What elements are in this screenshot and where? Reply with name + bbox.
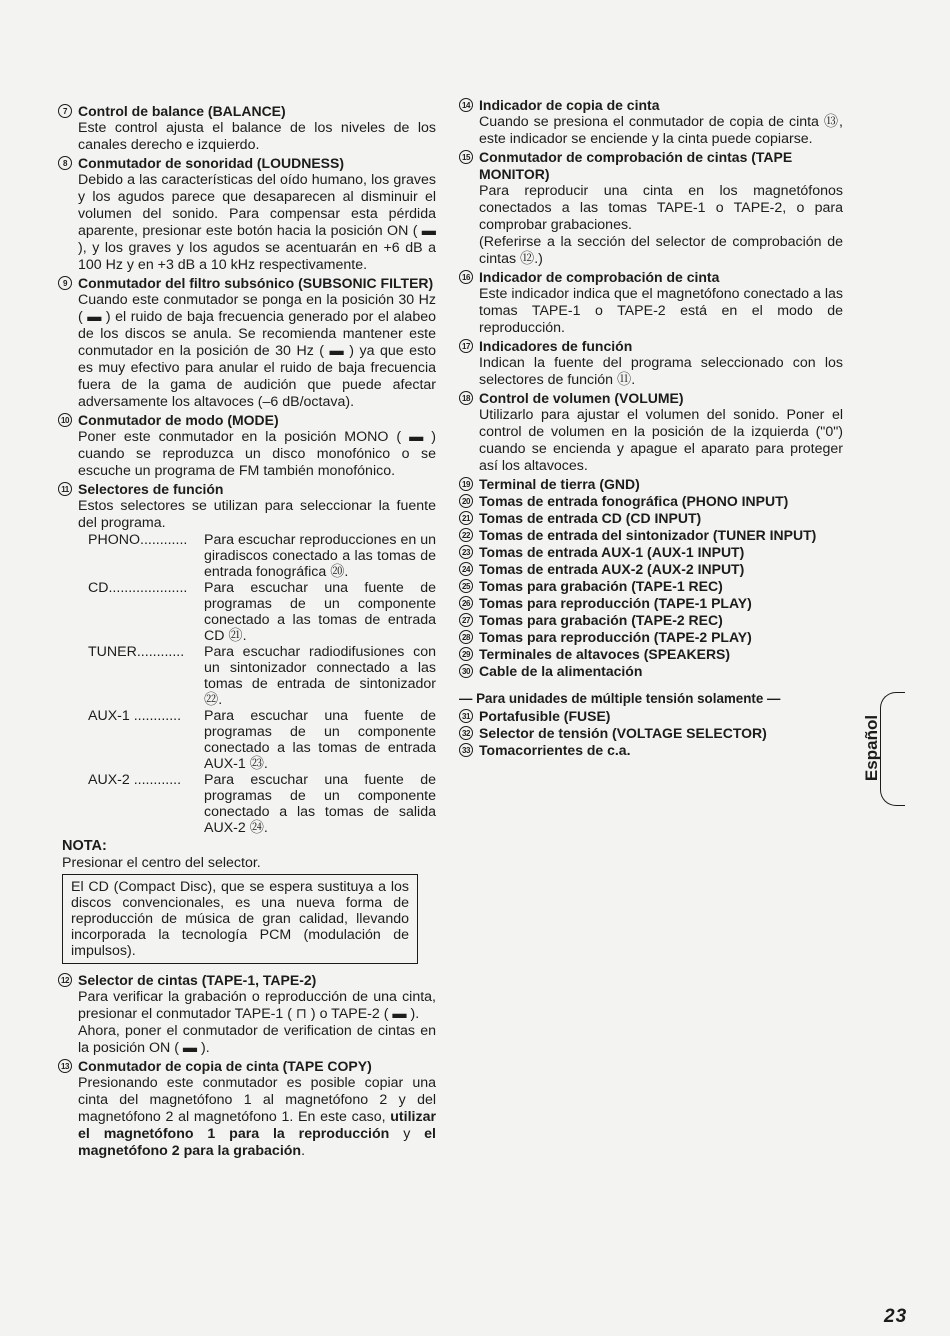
section-text: Utilizarlo para ajustar el volumen del sonido. Poner el control de volumen en la posición de la izquierda ("0") cuando se encienda y apague el aparato para proteger así los altavoces. <box>479 407 843 474</box>
section-text-plain: Presionando este conmutador es posible copiar una cinta del magnetófono 1 al magnetófono 2 y del magnetófono 2 al magnetófono 1. En este caso, <box>78 1075 436 1125</box>
item-heading: Tomas de entrada del sintonizador (TUNER INPUT) <box>479 527 817 543</box>
item-number: 31 <box>459 709 473 723</box>
item-heading: Tomas de entrada AUX-1 (AUX-1 INPUT) <box>479 544 745 560</box>
item-number: 16 <box>459 270 473 284</box>
item-heading: Tomas para grabación (TAPE-1 REC) <box>479 578 723 594</box>
item-number: 19 <box>459 477 473 491</box>
item-number: 24 <box>459 562 473 576</box>
item-heading: Tomacorrientes de c.a. <box>479 742 631 758</box>
item-number: 32 <box>459 726 473 740</box>
function-desc: Para escuchar una fuente de programas de un componente conectado a las tomas de salida AUX-2 ㉔. <box>204 772 436 836</box>
section-text-plain: . <box>301 1143 306 1159</box>
section-text-bold: utilizar el magnetófono 1 para la reproducción <box>78 1109 436 1142</box>
section-heading: Indicadores de función <box>479 338 633 354</box>
item-heading: Tomas de entrada AUX-2 (AUX-2 INPUT) <box>479 561 745 577</box>
section-text <box>78 1075 436 1160</box>
section-heading: Control de balance (BALANCE) <box>78 103 286 119</box>
item-heading: Tomas para grabación (TAPE-2 REC) <box>479 612 723 628</box>
item-number: 27 <box>459 613 473 627</box>
section-heading: Selector de cintas (TAPE-1, TAPE-2) <box>78 972 317 988</box>
section-text: Cuando este conmutador se ponga en la posición 30 Hz ( ▬ ) el ruido de baja frecuencia generado por el alabeo de los discos se anula. Se recomienda mantener este conmutador en la posición de 30 Hz ( ▬ ) ya que esto es muy efectivo para anular el ruido de baja frecuencia fuera de la gama de audición que puede afectar adversamente los altavoces (–6 dB/octava). <box>78 292 436 410</box>
function-row-phono <box>88 532 436 580</box>
section-text: Ahora, poner el conmutador de verification de cintas en la posición ON ( ▬ ). <box>78 1023 436 1056</box>
section-text: (Referirse a la sección del selector de comprobación de cintas ⑫.) <box>479 234 843 267</box>
section-heading: Conmutador de comprobación de cintas (TAPE MONITOR) <box>479 149 793 182</box>
left-column <box>58 103 436 1161</box>
item-number: 9 <box>58 276 72 290</box>
function-row-cd <box>88 580 436 644</box>
item-number: 30 <box>459 664 473 678</box>
item-number: 33 <box>459 743 473 757</box>
item-heading: Tomas de entrada CD (CD INPUT) <box>479 510 702 526</box>
item-heading: Selector de tensión (VOLTAGE SELECTOR) <box>479 725 767 741</box>
cd-info-box: El CD (Compact Disc), que se espera sustituya a los discos convencionales, es una nueva forma de reproducción de música de gran calidad, llevando incorporada la tecnología PCM (modulación de impulsos). <box>62 874 418 964</box>
item-number: 23 <box>459 545 473 559</box>
item-number: 20 <box>459 494 473 508</box>
function-term: CD.................... <box>88 580 188 596</box>
section-10 <box>58 412 436 480</box>
section-heading: Indicador de comprobación de cinta <box>479 269 720 285</box>
section-7 <box>58 103 436 154</box>
item-number: 7 <box>58 104 72 118</box>
section-text: Para reproducir una cinta en los magnetófonos conectados a las tomas TAPE-1 o TAPE-2, o para comprobar grabaciones. <box>479 183 843 233</box>
item-number: 13 <box>58 1059 72 1073</box>
function-desc: Para escuchar una fuente de programas de un componente conectado a las tomas de entrada CD ㉑. <box>204 580 436 644</box>
section-text-bold: el magnetófono 2 para la grabación <box>78 1126 436 1159</box>
item-number: 12 <box>58 973 72 987</box>
section-heading: Conmutador de modo (MODE) <box>78 412 279 428</box>
section-text: Poner este conmutador en la posición MONO ( ▬ ) cuando se reproduzca un disco monofónico o se escuche un programa de FM también monofónico. <box>78 429 436 479</box>
function-term: TUNER............ <box>88 644 185 660</box>
section-heading: Conmutador de copia de cinta (TAPE COPY) <box>78 1058 372 1074</box>
section-12 <box>58 972 436 1057</box>
item-number: 15 <box>459 150 473 164</box>
item-heading: Tomas de entrada fonográfica (PHONO INPUT) <box>479 493 789 509</box>
items-19-30 <box>459 476 843 680</box>
right-column <box>459 97 843 760</box>
item-heading: Tomas para reproducción (TAPE-2 PLAY) <box>479 629 752 645</box>
section-18 <box>459 390 843 475</box>
item-heading: Terminales de altavoces (SPEAKERS) <box>479 646 731 662</box>
function-term: AUX-2 ............ <box>88 772 182 788</box>
item-number: 29 <box>459 647 473 661</box>
section-text: Indican la fuente del programa seleccionado con los selectores de función ⑪. <box>479 355 843 388</box>
section-text: Este indicador indica que el magnetófono conectado a las tomas TAPE-1 o TAPE-2 está en el modo de reproducción. <box>479 286 843 336</box>
section-heading: Selectores de función <box>78 481 224 497</box>
item-number: 14 <box>459 98 473 112</box>
section-text: Para verificar la grabación o reproducción de una cinta, presionar el conmutador TAPE-1 ( ⊓ ) o TAPE-2 ( ▬ ). <box>78 989 436 1022</box>
multi-voltage-note: — Para unidades de múltiple tensión solamente — <box>459 691 781 706</box>
section-heading: Conmutador del filtro subsónico (SUBSONIC FILTER) <box>78 275 434 291</box>
item-number: 26 <box>459 596 473 610</box>
section-heading: Indicador de copia de cinta <box>479 97 660 113</box>
function-row-aux2 <box>88 772 436 836</box>
item-number: 28 <box>459 630 473 644</box>
item-number: 10 <box>58 413 72 427</box>
section-text-plain: y <box>389 1126 425 1142</box>
section-9 <box>58 275 436 411</box>
section-16 <box>459 269 843 337</box>
function-row-tuner <box>88 644 436 708</box>
note-text: Presionar el centro del selector. <box>62 855 261 871</box>
section-13 <box>58 1058 436 1160</box>
section-text: Cuando se presiona el conmutador de copia de cinta ⑬, este indicador se enciende y la cinta puede copiarse. <box>479 114 843 147</box>
item-number: 22 <box>459 528 473 542</box>
item-number: 18 <box>459 391 473 405</box>
language-tab-label: Español <box>862 714 881 782</box>
item-heading: Cable de la alimentación <box>479 663 643 679</box>
section-8 <box>58 155 436 274</box>
function-term: AUX-1 ............ <box>88 708 182 724</box>
section-text: Este control ajusta el balance de los niveles de los canales derecho e izquierdo. <box>78 120 436 153</box>
section-15 <box>459 149 843 268</box>
item-number: 17 <box>459 339 473 353</box>
section-heading: Control de volumen (VOLUME) <box>479 390 684 406</box>
section-heading: Conmutador de sonoridad (LOUDNESS) <box>78 155 344 171</box>
section-text: Debido a las características del oído humano, los graves y los agudos parece que desaparecen al disminuir el volumen del sonido. Para compensar esta pérdida aparente, presionar este botón hacia la posición ON ( ▬ ), y los graves y los agudos se acentuarán en +6 dB a 100 Hz y en +3 dB a 10 kHz respectivamente. <box>78 172 436 273</box>
function-term: PHONO............ <box>88 532 188 548</box>
item-heading: Terminal de tierra (GND) <box>479 476 640 492</box>
section-text: Estos selectores se utilizan para seleccionar la fuente del programa. <box>78 498 436 531</box>
function-desc: Para escuchar reproducciones en un giradiscos conectado a las tomas de entrada fonográfica ⑳. <box>204 532 436 580</box>
section-17 <box>459 338 843 389</box>
section-11 <box>58 481 436 836</box>
function-desc: Para escuchar una fuente de programas de un componente conectado a las tomas de entrada AUX-1 ㉓. <box>204 708 436 772</box>
item-heading: Tomas para reproducción (TAPE-1 PLAY) <box>479 595 752 611</box>
item-number: 21 <box>459 511 473 525</box>
function-row-aux1 <box>88 708 436 772</box>
item-number: 8 <box>58 156 72 170</box>
page-number: 23 <box>884 1306 908 1327</box>
item-number: 25 <box>459 579 473 593</box>
item-number: 11 <box>58 482 72 496</box>
note-heading: NOTA: <box>62 838 107 854</box>
item-heading: Portafusible (FUSE) <box>479 708 611 724</box>
items-31-33 <box>459 708 843 759</box>
section-14 <box>459 97 843 148</box>
function-desc: Para escuchar radiodifusiones con un sintonizador connectado a las tomas de entrada de sintonizador ㉒. <box>204 644 436 708</box>
function-list <box>88 532 436 836</box>
